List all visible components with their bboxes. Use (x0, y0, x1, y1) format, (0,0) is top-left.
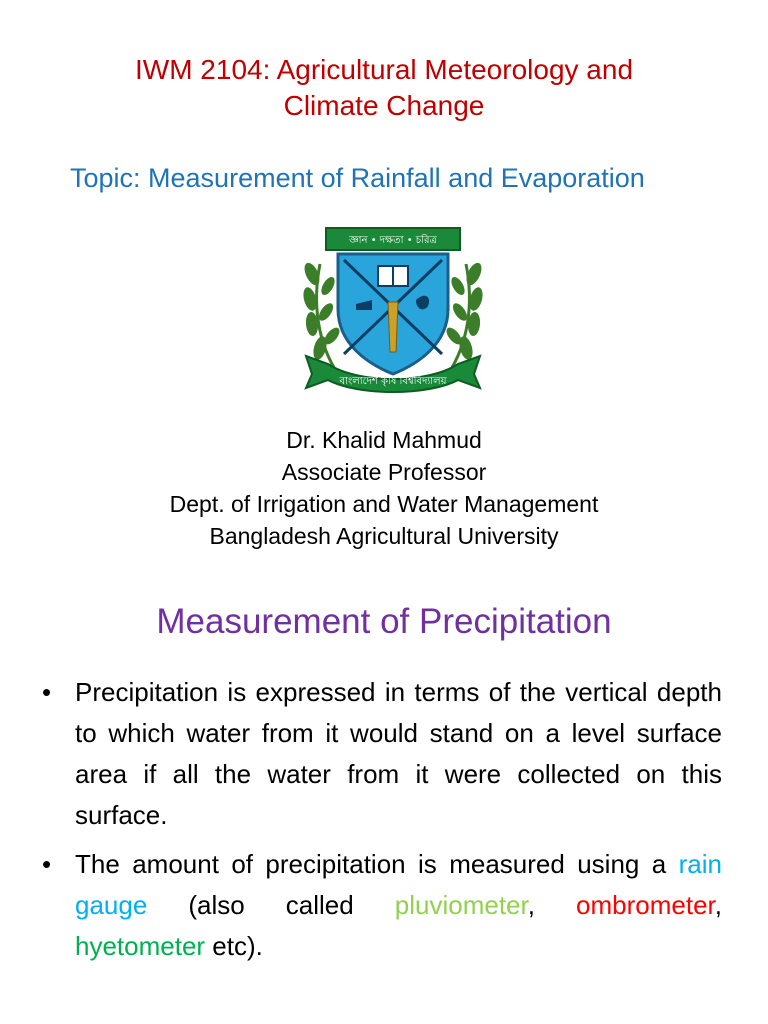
university-logo (298, 224, 488, 394)
bullet-text: Precipitation is expressed in terms of the vertical depth to which water from it would stand on a level surface area if all the water from it were collected on this surface. (75, 677, 722, 830)
keyword-pluviometer: pluviometer (394, 890, 528, 920)
keyword-rain-gauge: rain gauge (75, 849, 722, 920)
bullet-list (42, 672, 722, 975)
shield-icon (338, 254, 448, 374)
topic-heading: Topic: Measurement of Rainfall and Evaporation (70, 163, 645, 193)
author-department: Dept. of Irrigation and Water Management (169, 491, 599, 517)
course-title-line2: Climate Change (283, 90, 485, 121)
course-title (0, 52, 768, 124)
separator: , (714, 890, 722, 920)
author-name: Dr. Khalid Mahmud (286, 427, 482, 453)
list-item (42, 844, 722, 967)
motto-text: জ্ঞান • দক্ষতা • চরিত্র (349, 235, 437, 246)
bullet-text-part: The amount of precipitation is measured using a (75, 849, 679, 879)
section-title: Measurement of Precipitation (156, 602, 612, 641)
motto-banner (326, 228, 460, 250)
separator: , (527, 890, 577, 920)
bullet-text-part: etc). (205, 931, 263, 961)
bullet-text-part: (also called (147, 890, 395, 920)
ribbon-text: বাংলাদেশ কৃষি বিশ্ববিদ্যালয় (339, 376, 447, 387)
course-title-line1: IWM 2104: Agricultural Meteorology and (134, 54, 634, 85)
keyword-ombrometer: ombrometer (576, 890, 715, 920)
bullet-icon: • (42, 677, 52, 707)
bullet-icon: • (42, 849, 52, 879)
author-position: Associate Professor (281, 459, 487, 485)
author-university: Bangladesh Agricultural University (209, 523, 559, 549)
keyword-hyetometer: hyetometer (75, 931, 206, 961)
author-block (0, 424, 768, 552)
list-item (42, 672, 722, 836)
